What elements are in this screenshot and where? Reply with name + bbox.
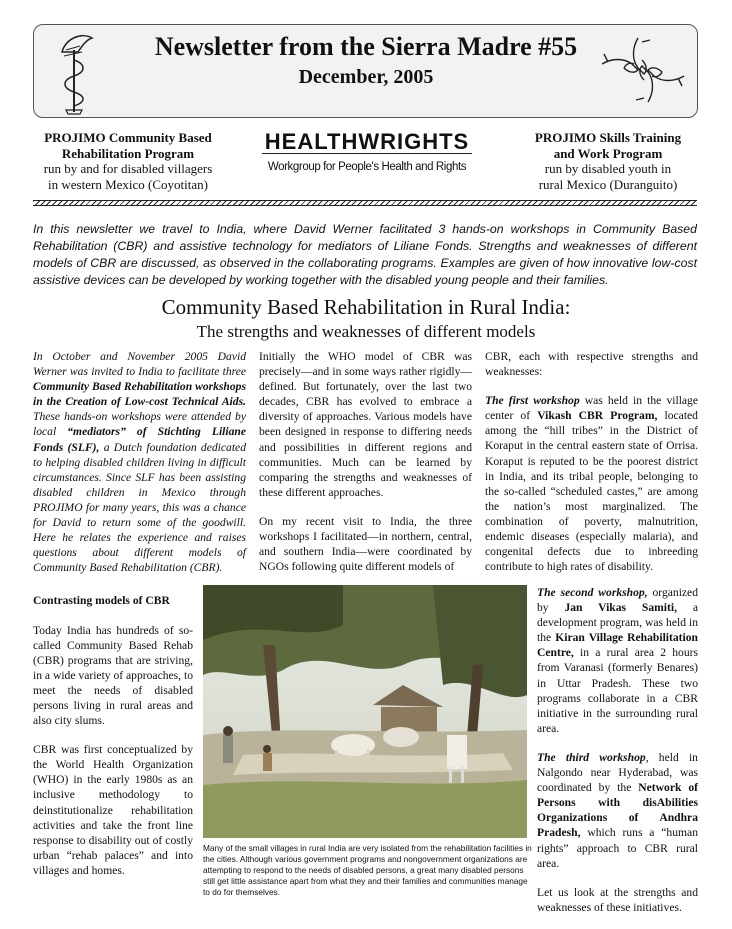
column-2 [259,349,472,588]
newsletter-title: Newsletter from the Sierra Madre #55 [154,32,578,61]
program-right-name: PROJIMO Skills Training [534,130,682,145]
program-right-desc: run by disabled youth in [544,161,672,176]
program-left-desc: run by and for disabled villagers [43,161,213,176]
col2-paragraph-1: Initially the WHO model of CBR was precisely—and in some ways rather rigidly—defined. But fortunately, over the last two decades, CBR has evolved to embrace a diversity of approaches. Various models have been designed in response to differing needs and possibilities in different regions and communities. Much can be learned by comparing the strengths and weaknesses of these different approaches. [259,350,472,499]
village-photo [203,585,527,838]
col1-paragraph-1: In October and November 2005 David Werner was invited to India to facilitate three Community Based Rehabilitation workshops in the Creation of Low-cost Technical Aids. These hands-on workshops were attended by local “mediators” of Stichting Liliane Fonds (SLF), a Dutch foundation dedicated to helping disabled children living in difficult circumstances. Since SLF has been assisting disabled children in Mexico through PROJIMO for many years, this was a chance for David to return some of the goodwill. Here he relates the experience and raises questions about different models of Community Based Rehabilitation (CBR). [33,350,246,575]
program-right [523,130,693,192]
col3-paragraph-2: The first workshop was held in the village center of Vikash CBR Program, located among the “hill tribes” in the District of Koraput in the central eastern state of Orrisa. Koraput is reputed to be the poorest district in India, and its tribal people, belonging to the so-called “scheduled castes,” are among the nation’s most marginalized. The combination of poverty, malnutrition, endemic diseases (especially malaria), and congenital defects due to inbreeding contribute to high rates of disability. [485,394,698,574]
col3-paragraph-4: The third workshop, held in Nalgondo near Hyderabad, was coordinated by the Network of Persons with disAbilities Organizations of Andhra Pradesh, which runs a “human rights” approach to CBR rural area. [537,750,698,870]
col1-paragraph-2: Today India has hundreds of so-called Community Based Rehab (CBR) programs that are striving, in a wide variety of approaches, to meet the needs of disabled persons living in rural areas and also city slums. [33,623,193,728]
column-3 [485,349,698,588]
article-title: Community Based Rehabilitation in Rural India: [161,295,571,319]
healthwrights-logo [262,130,472,174]
col3-paragraph-1: CBR, each with respective strengths and weaknesses: [485,350,698,379]
col3-paragraph-5: Let us look at the strengths and weaknesses of these initiatives. [537,885,698,914]
article-subtitle: The strengths and weaknesses of different models [196,322,536,341]
intro-paragraph: In this newsletter we travel to India, where David Werner facilitated 3 hands-on workshops in Community Based Rehabilitation (CBR) and assistive technology for mediators of Liliane Fonds. Strengths and weaknesses of different models of CBR are discussed, as observed in the collaborating programs. Examples are given of how innovative low-cost assistive devices can be developed by working together with the disabled young people and their families. [33,222,697,287]
hatched-divider [33,200,697,206]
newsletter-date: December, 2005 [298,66,434,88]
col2-paragraph-2: On my recent visit to India, the three workshops I facilitated—in northern, central, and southern India—were coordinated by NGOs following quite different models of [259,514,472,574]
healthwrights-wordmark: HEALTHWRIGHTS [262,130,472,154]
program-right-name-2: and Work Program [553,145,663,161]
program-left-name: PROJIMO Community Based [44,130,212,145]
program-left-desc-2: in western Mexico (Coyotitan) [48,176,208,192]
program-right-desc-2: rural Mexico (Duranguito) [538,176,678,192]
column-3-lower [537,585,698,929]
healthwrights-tagline: Workgroup for People's Health and Rights [267,161,467,173]
section-heading: Contrasting models of CBR [33,594,170,608]
program-left [33,130,223,192]
photo-caption: Many of the small villages in rural India are very isolated from the rehabilitation facilities in the cities. Although various government programs and nongovernment organizations are attempting to respond to the needs of disabled persons, a great many disabled persons still get little assistance apart from what they and their families and communities manage to do for themselves. [203,843,532,897]
col1-paragraph-3: CBR was first conceptualized by the World Health Organization (WHO) in the early 1980s as an inclusive methodology to deinstitutionalize rehabilitation activities and take the front line response to disability out of costly urban “rehab palaces” and into villages and homes. [33,743,193,877]
program-left-name-2: Rehabilitation Program [61,145,195,161]
col3-paragraph-3: The second workshop, organized by Jan Vikas Samiti, a development program, was held in the Kiran Village Rehabilitation Centre, in a rural area 2 hours from Varanasi (formerly Benares) in Uttar Pradesh. These two programs collaborate in a CBR initiative in the surrounding rural area. [537,586,699,735]
